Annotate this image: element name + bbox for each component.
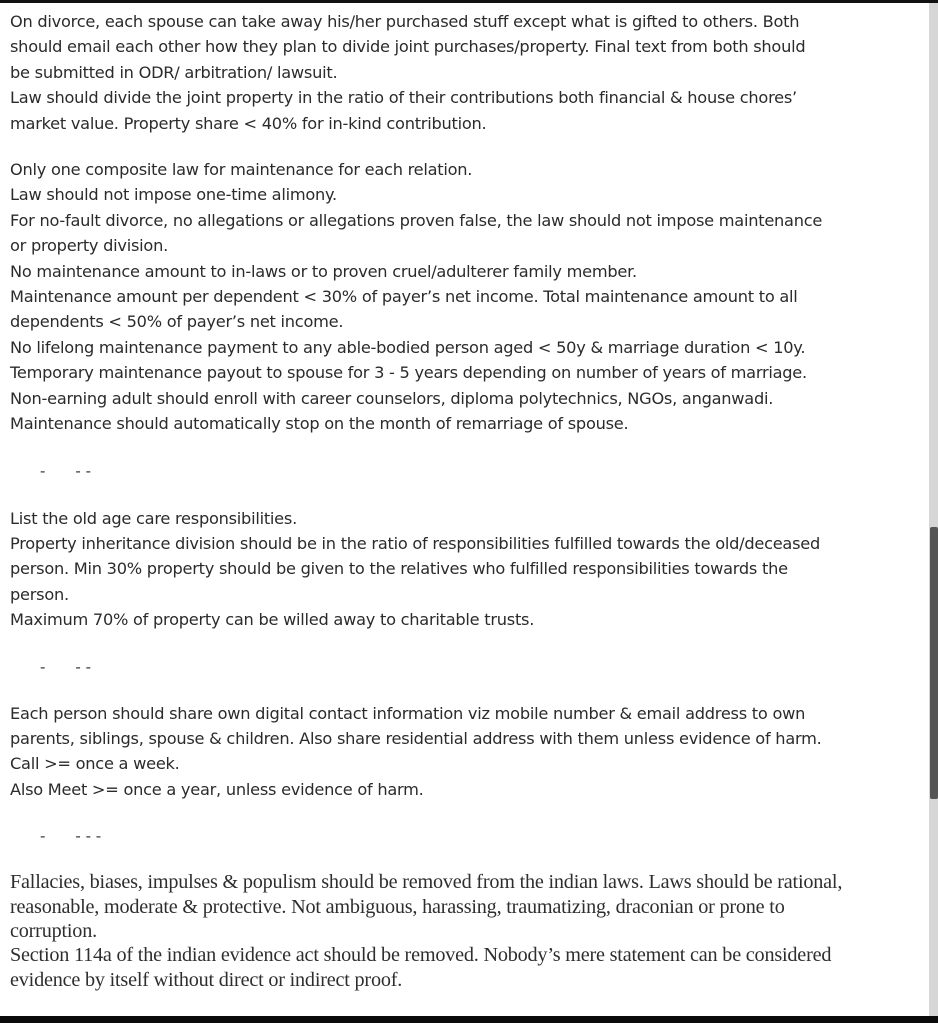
dash-group: - - bbox=[75, 461, 92, 480]
text-line: evidence by itself without direct or indirect proof. bbox=[10, 968, 403, 991]
text-line: Law should not impose one-time alimony. bbox=[10, 185, 337, 205]
text-line: market value. Property share < 40% for in-kind contribution. bbox=[10, 113, 487, 133]
paragraph-indian-laws bbox=[10, 870, 928, 992]
dash: - bbox=[40, 461, 46, 480]
text-line: Also Meet >= once a year, unless evidence of harm. bbox=[10, 779, 424, 799]
text-line: be submitted in ODR/ arbitration/ lawsuit. bbox=[10, 62, 338, 82]
text-line: Maintenance amount per dependent < 30% of payer’s net income. Total maintenance amount to all bbox=[10, 287, 798, 307]
paragraph-gap bbox=[10, 633, 928, 655]
dash: - bbox=[40, 827, 46, 846]
paragraph-gap bbox=[10, 483, 928, 506]
paragraph-gap bbox=[10, 679, 928, 701]
bottom-edge-bar bbox=[0, 1016, 938, 1023]
text-line: Section 114a of the indian evidence act should be removed. Nobody’s mere statement can be considered bbox=[10, 944, 832, 967]
separator-dashes bbox=[10, 459, 928, 483]
dash-group: - - bbox=[75, 657, 92, 676]
text-line: Property inheritance division should be in the ratio of responsibilities fulfilled towards the old/deceased bbox=[10, 533, 821, 553]
paragraph-gap bbox=[10, 136, 928, 157]
text-line: Law should divide the joint property in the ratio of their contributions both financial & house chores’ bbox=[10, 88, 797, 108]
text-line: person. Min 30% property should be given to the relatives who fulfilled responsibilities towards the bbox=[10, 559, 788, 579]
paragraph-contact-info bbox=[10, 701, 928, 803]
vertical-scrollbar-track[interactable] bbox=[929, 3, 938, 1016]
dash: - bbox=[40, 657, 46, 676]
text-line: or property division. bbox=[10, 236, 168, 256]
separator-dashes bbox=[10, 655, 928, 679]
text-line: should email each other how they plan to divide joint purchases/property. Final text from both should bbox=[10, 37, 806, 57]
text-line: Maintenance should automatically stop on the month of remarriage of spouse. bbox=[10, 414, 629, 434]
text-line: For no-fault divorce, no allegations or allegations proven false, the law should not impose maintenance bbox=[10, 210, 823, 230]
text-line: Non-earning adult should enroll with career counselors, diploma polytechnics, NGOs, anganwadi. bbox=[10, 388, 774, 408]
text-line: Fallacies, biases, impulses & populism should be removed from the indian laws. Laws should be rational, bbox=[10, 871, 843, 894]
text-line: Temporary maintenance payout to spouse for 3 - 5 years depending on number of years of marriage. bbox=[10, 363, 807, 383]
document-content bbox=[10, 9, 928, 992]
text-line: Maximum 70% of property can be willed away to charitable trusts. bbox=[10, 610, 535, 630]
text-line: reasonable, moderate & protective. Not ambiguous, harassing, traumatizing, draconian or prone to bbox=[10, 895, 785, 918]
paragraph-divorce-property bbox=[10, 9, 928, 136]
paragraph-gap bbox=[10, 437, 928, 459]
paragraph-maintenance bbox=[10, 157, 928, 436]
text-line: List the old age care responsibilities. bbox=[10, 508, 297, 528]
paragraph-old-age-care bbox=[10, 506, 928, 633]
text-line: Only one composite law for maintenance for each relation. bbox=[10, 160, 473, 180]
paragraph-gap bbox=[10, 848, 928, 870]
text-line: Call >= once a week. bbox=[10, 754, 180, 774]
paragraph-gap bbox=[10, 802, 928, 824]
text-line: On divorce, each spouse can take away his/her purchased stuff except what is gifted to others. Both bbox=[10, 12, 800, 31]
top-edge-bar bbox=[0, 0, 938, 3]
text-line: person. bbox=[10, 584, 69, 604]
dash-group: - - - bbox=[75, 827, 102, 846]
text-line: No lifelong maintenance payment to any able-bodied person aged < 50y & marriage duration < 10y. bbox=[10, 337, 806, 357]
text-line: parents, siblings, spouse & children. Also share residential address with them unless evidence of harm. bbox=[10, 728, 822, 748]
text-line: dependents < 50% of payer’s net income. bbox=[10, 312, 344, 332]
text-line: corruption. bbox=[10, 919, 97, 942]
vertical-scrollbar-thumb[interactable] bbox=[930, 527, 938, 799]
text-line: Each person should share own digital contact information viz mobile number & email address to own bbox=[10, 703, 806, 723]
separator-dashes bbox=[10, 824, 928, 848]
text-line: No maintenance amount to in-laws or to proven cruel/adulterer family member. bbox=[10, 261, 637, 281]
